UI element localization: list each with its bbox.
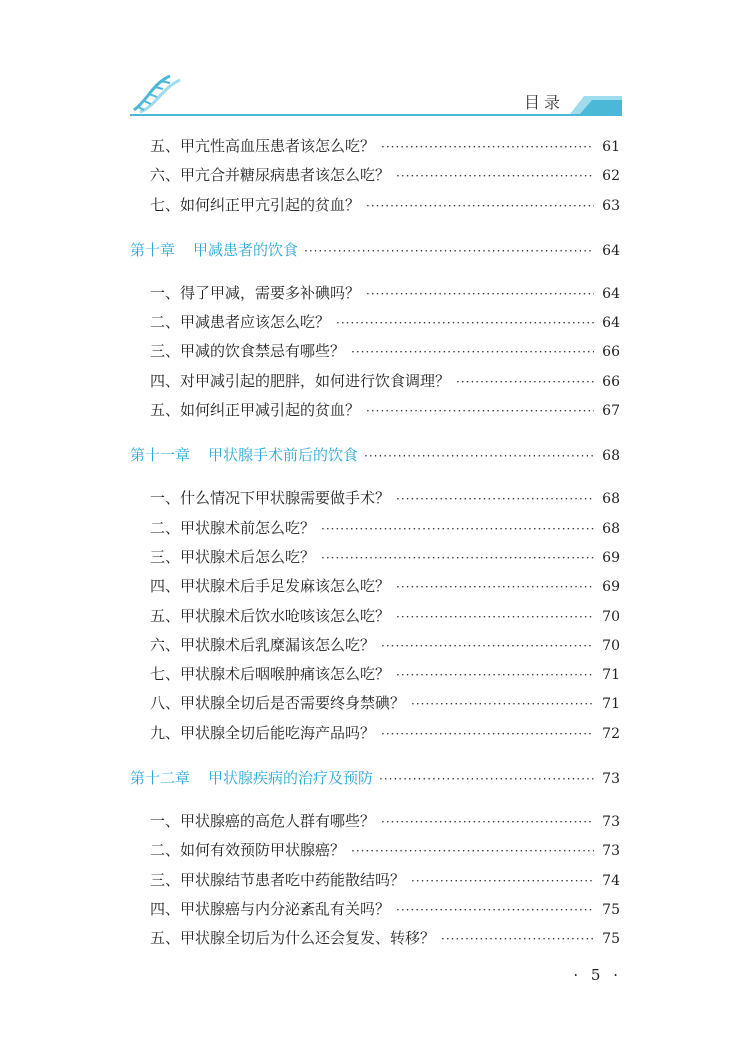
toc-leader-dots xyxy=(396,485,594,514)
toc-item-title: 五、甲状腺术后饮水呛咳该怎么吃？ xyxy=(150,606,391,625)
toc-item[interactable] xyxy=(130,836,620,865)
toc-leader-dots xyxy=(351,338,594,367)
toc-item[interactable] xyxy=(130,572,620,601)
toc-chapter[interactable] xyxy=(130,764,620,793)
toc-page-number: 73 xyxy=(602,843,620,860)
toc-page-number: 71 xyxy=(602,667,620,684)
toc-item[interactable] xyxy=(130,367,620,396)
toc-item-title: 八、甲状腺全切后是否需要终身禁碘？ xyxy=(150,694,406,713)
toc-leader-dots xyxy=(381,720,594,749)
toc-page-number: 68 xyxy=(602,520,620,537)
toc-leader-dots xyxy=(321,544,594,573)
toc-chapter[interactable] xyxy=(130,236,620,265)
toc-item-title: 七、如何纠正甲亢引起的贫血？ xyxy=(150,195,361,214)
toc-leader-dots xyxy=(364,442,594,471)
toc-item-title: 一、什么情况下甲状腺需要做手术？ xyxy=(150,489,391,508)
toc-item[interactable] xyxy=(130,308,620,337)
toc-leader-dots xyxy=(366,397,594,426)
toc-chapter-text: 甲减患者的饮食 xyxy=(193,240,299,259)
toc-chapter-number: 第十章 xyxy=(130,240,176,259)
toc-leader-dots xyxy=(381,808,594,837)
toc-item-title: 三、甲状腺结节患者吃中药能散结吗？ xyxy=(150,870,406,889)
toc-chapter-title xyxy=(130,764,373,793)
toc-page-number: 70 xyxy=(602,637,620,654)
toc-page-number: 70 xyxy=(602,608,620,625)
toc-item-title: 一、得了甲减，需要多补碘吗？ xyxy=(150,283,361,302)
toc-item-title: 五、甲状腺全切后为什么还会复发、转移？ xyxy=(150,929,436,948)
toc-item-title: 四、对甲减引起的肥胖，如何进行饮食调理？ xyxy=(150,371,451,390)
toc-page-number: 66 xyxy=(602,344,620,361)
toc-item[interactable] xyxy=(130,132,620,161)
toc-chapter-number: 第十二章 xyxy=(130,769,191,788)
toc-leader-dots xyxy=(336,309,594,338)
toc-item-title: 二、如何有效预防甲状腺癌？ xyxy=(150,841,346,860)
toc-page-number: 61 xyxy=(602,139,620,155)
toc-item[interactable] xyxy=(130,689,620,718)
toc-item-title: 四、甲状腺术后手足发麻该怎么吃？ xyxy=(150,577,391,596)
toc-leader-dots xyxy=(304,237,594,266)
toc-page-number: 69 xyxy=(602,579,620,596)
toc-leader-dots xyxy=(456,368,594,397)
toc-leader-dots xyxy=(396,162,594,191)
toc-item-title: 四、甲状腺癌与内分泌紊乱有关吗？ xyxy=(150,899,391,918)
toc-item[interactable] xyxy=(130,191,620,220)
toc-item[interactable] xyxy=(130,660,620,689)
toc-leader-dots xyxy=(396,661,594,690)
toc-leader-dots xyxy=(321,515,594,544)
table-of-contents xyxy=(130,132,620,954)
toc-page-number: 73 xyxy=(602,771,620,788)
toc-item[interactable] xyxy=(130,866,620,895)
toc-item[interactable] xyxy=(130,279,620,308)
toc-leader-dots xyxy=(411,690,594,719)
toc-page-number: 68 xyxy=(602,491,620,508)
toc-item[interactable] xyxy=(130,543,620,572)
toc-chapter-text: 甲状腺手术前后的饮食 xyxy=(208,446,359,465)
toc-leader-dots xyxy=(379,765,594,794)
toc-chapter-text: 甲状腺疾病的治疗及预防 xyxy=(208,769,374,788)
toc-page-number: 75 xyxy=(602,901,620,918)
toc-page-number: 74 xyxy=(602,872,620,889)
dna-helix-icon xyxy=(130,70,190,114)
header-tab-decoration xyxy=(570,94,622,114)
toc-leader-dots xyxy=(441,925,594,954)
page-header xyxy=(130,70,622,116)
page-number: · 5 · xyxy=(573,966,622,984)
header-divider xyxy=(130,114,622,116)
toc-leader-dots xyxy=(366,192,594,221)
toc-item-title: 二、甲状腺术前怎么吃？ xyxy=(150,518,316,537)
toc-leader-dots xyxy=(396,573,594,602)
toc-leader-dots xyxy=(366,280,594,309)
toc-page-number: 69 xyxy=(602,549,620,566)
toc-item-title: 三、甲减的饮食禁忌有哪些？ xyxy=(150,342,346,361)
header-title: 目录 xyxy=(523,93,564,112)
toc-item-title: 六、甲亢合并糖尿病患者该怎么吃？ xyxy=(150,166,391,185)
toc-item-title: 六、甲状腺术后乳糜漏该怎么吃？ xyxy=(150,635,376,654)
toc-item-title: 五、如何纠正甲减引起的贫血？ xyxy=(150,401,361,420)
toc-page-number: 68 xyxy=(602,448,620,465)
toc-page-number: 63 xyxy=(602,197,620,214)
toc-page-number: 73 xyxy=(602,814,620,831)
toc-item-title: 一、甲状腺癌的高危人群有哪些？ xyxy=(150,812,376,831)
toc-item[interactable] xyxy=(130,895,620,924)
toc-item[interactable] xyxy=(130,161,620,190)
toc-chapter[interactable] xyxy=(130,441,620,470)
toc-leader-dots xyxy=(381,632,594,661)
toc-page-number: 64 xyxy=(602,242,620,259)
toc-page-number: 75 xyxy=(602,931,620,948)
toc-page-number: 62 xyxy=(602,168,620,185)
toc-item[interactable] xyxy=(130,484,620,513)
toc-item-title: 九、甲状腺全切后能吃海产品吗？ xyxy=(150,723,376,742)
toc-page-number: 71 xyxy=(602,696,620,713)
toc-leader-dots xyxy=(396,603,594,632)
toc-page-number: 72 xyxy=(602,725,620,742)
toc-page-number: 64 xyxy=(602,315,620,332)
toc-item[interactable] xyxy=(130,337,620,366)
toc-item-title: 七、甲状腺术后咽喉肿痛该怎么吃？ xyxy=(150,665,391,684)
toc-chapter-title xyxy=(130,441,358,470)
toc-item-title: 二、甲减患者应该怎么吃？ xyxy=(150,313,331,332)
toc-item[interactable] xyxy=(130,631,620,660)
toc-leader-dots xyxy=(381,133,594,162)
toc-chapter-number: 第十一章 xyxy=(130,446,191,465)
toc-item[interactable] xyxy=(130,396,620,425)
toc-leader-dots xyxy=(396,896,594,925)
toc-page-number: 66 xyxy=(602,373,620,390)
toc-page-number: 64 xyxy=(602,285,620,302)
toc-item[interactable] xyxy=(130,719,620,748)
toc-page-number: 67 xyxy=(602,403,620,420)
toc-item[interactable] xyxy=(130,924,620,953)
toc-item-title: 五、甲亢性高血压患者该怎么吃？ xyxy=(150,137,376,155)
toc-chapter-title xyxy=(130,236,298,265)
toc-item-title: 三、甲状腺术后怎么吃？ xyxy=(150,547,316,566)
toc-item[interactable] xyxy=(130,514,620,543)
toc-leader-dots xyxy=(351,837,594,866)
toc-leader-dots xyxy=(411,867,594,896)
toc-item[interactable] xyxy=(130,807,620,836)
toc-item[interactable] xyxy=(130,602,620,631)
